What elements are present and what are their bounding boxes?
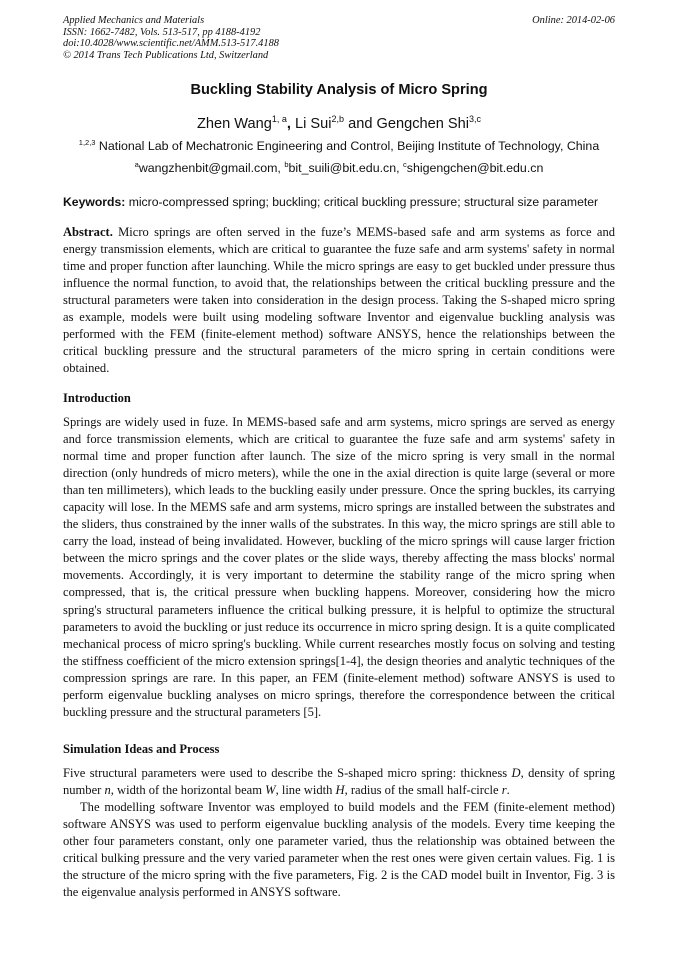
email-link[interactable]: bit_suili@bit.edu.cn, — [288, 161, 404, 175]
email-mark: a — [134, 160, 139, 169]
section-heading-introduction: Introduction — [63, 391, 131, 405]
affiliation — [0, 138, 678, 153]
keywords-text: micro-compressed spring; buckling; critical buckling pressure; structural size parameter — [125, 195, 599, 209]
simulation-text: , line width — [275, 783, 336, 798]
introduction-paragraph: Springs are widely used in fuze. In MEMS-based safe and arm systems, micro springs are served as energy and force transmission elements, which are critical to guarantee the fuze safe and arm systems' safety in normal time and proper function after launch. The size of the micro spring is very small in the normal direction (only hundreds of micro meters), while the one in the axial direction is quite large (several or more than ten millimeters), which leads to the buckling easily under pressure. Once the spring buckles, its carrying capacity will lose. In the MEMS safe and arm systems, micro springs are installed between the substrates and the sliders, thus constrained by the inner walls of the substrates. In this way, the micro springs are still able to carry the load, instead of being invalidated. However, buckling of the micro springs will cause larger friction between the micro springs and the cover plates or the slide ways, thereby affecting the mass blocks' normal movements. Accordingly, it is very important to determine the stability range of the micro spring when compressed, that is, the critical pressure when buckling happens. Moreover, considering how the micro spring's structural parameters influence the critical bulking pressure, it is helpful to optimize the structural parameters to avoid the buckling or just reduce its occurrence in micro spring design. It is a quite complicated mechanical process of micro spring's buckling. While current researches mostly focus on solving and testing the stiffness coefficient of the micro extension springs[1-4], the design theories and analytic techniques of the compression springs are rare. In this paper, an FEM (finite-element method) software ANSYS is used to perform eigenvalue buckling analyses on micro springs, therefore the correspondence between the critical buckling pressure and the structural parameters [5]. — [63, 415, 615, 719]
simulation-text: . — [506, 783, 510, 798]
author-affil-mark: 2,b — [331, 114, 345, 124]
doi-line: doi:10.4028/www.scientific.net/AMM.513-517.4188 — [63, 38, 279, 50]
simulation-text: , density of spring number — [63, 766, 615, 798]
section-heading-simulation: Simulation Ideas and Process — [63, 742, 220, 756]
parameter-symbol: D — [511, 766, 521, 780]
parameter-symbol: r — [501, 783, 507, 798]
author-separator: , — [286, 116, 295, 132]
copyright-line: © 2014 Trans Tech Publications Ltd, Switzerland — [63, 49, 269, 61]
simulation-paragraph-2: The modelling software Inventor was employed to build models and the FEM (finite-element method) software ANSYS was used to perform eigenvalue buckling analysis of the models. Every time keeping the other four parameters constant, only one parameter varied, thus the relationship was obtained between the critical bulking pressure and the very varied parameter when the rest ones were given certain values. Fig. 1 is the structure of the micro spring with the five parameters, Fig. 2 is the CAD model built in Inventor, Fig. 3 is the eigenvalue analysis performed in ANSYS software. — [63, 800, 615, 900]
author-name: Gengchen Shi — [376, 116, 469, 132]
simulation-text: , radius of the small half-circle — [344, 783, 502, 798]
email-link[interactable]: wangzhenbit@gmail.com, — [138, 161, 285, 175]
abstract — [63, 224, 615, 377]
affiliation-mark: 1,2,3 — [78, 138, 96, 147]
author-list — [0, 114, 678, 132]
paper-title: Buckling Stability Analysis of Micro Spring — [190, 82, 488, 98]
email-mark: b — [284, 160, 289, 169]
online-date: Online: 2014-02-06 — [532, 15, 615, 26]
author-affil-mark: 1, a — [271, 114, 287, 124]
parameter-symbol: H — [335, 783, 345, 798]
journal-name: Applied Mechanics and Materials — [63, 15, 205, 26]
email-mark: c — [403, 160, 407, 169]
keywords-label: Keywords: — [63, 195, 126, 209]
issn-line: ISSN: 1662-7482, Vols. 513-517, pp 4188-4192 — [63, 26, 261, 38]
journal-header — [63, 15, 279, 61]
author-name: Zhen Wang — [196, 116, 272, 132]
parameter-symbol: W — [265, 783, 276, 798]
simulation-text: Five structural parameters were used to describe the S-shaped micro spring: thickness — [63, 766, 512, 780]
parameter-symbol: n — [104, 783, 111, 798]
author-separator: and — [344, 116, 377, 132]
abstract-label: Abstract. — [63, 225, 113, 239]
simulation-paragraph-1 — [63, 765, 615, 799]
email-link[interactable]: shigengchen@bit.edu.cn — [406, 161, 544, 175]
keywords — [63, 195, 615, 209]
simulation-text: , width of the horizontal beam — [110, 783, 266, 798]
author-emails — [0, 160, 678, 175]
author-affil-mark: 3,c — [469, 114, 482, 124]
affiliation-text: National Lab of Mechatronic Engineering and Control, Beijing Institute of Technology, China — [95, 139, 600, 153]
abstract-text: Micro springs are often served in the fuze’s MEMS-based safe and arm systems as force and energy transmission elements, which are critical to guarantee the fuze safe and arm systems' safety in normal time and proper function after launching. While the micro springs are easy to get buckled under pressure thus influence the normal function, to avoid that, the relationships between the critical buckling pressure and the structural parameters were taken into consideration in the design process. Taking the S-shaped micro spring as example, models were built using modeling software Inventor and eigenvalue buckling analysis was performed with the FEM (finite-element method) software ANSYS, hence the relationships between the critical buckling pressure and the structural parameters of the micro spring in certain conditions were obtained. — [63, 225, 615, 376]
author-name: Li Sui — [295, 116, 332, 132]
